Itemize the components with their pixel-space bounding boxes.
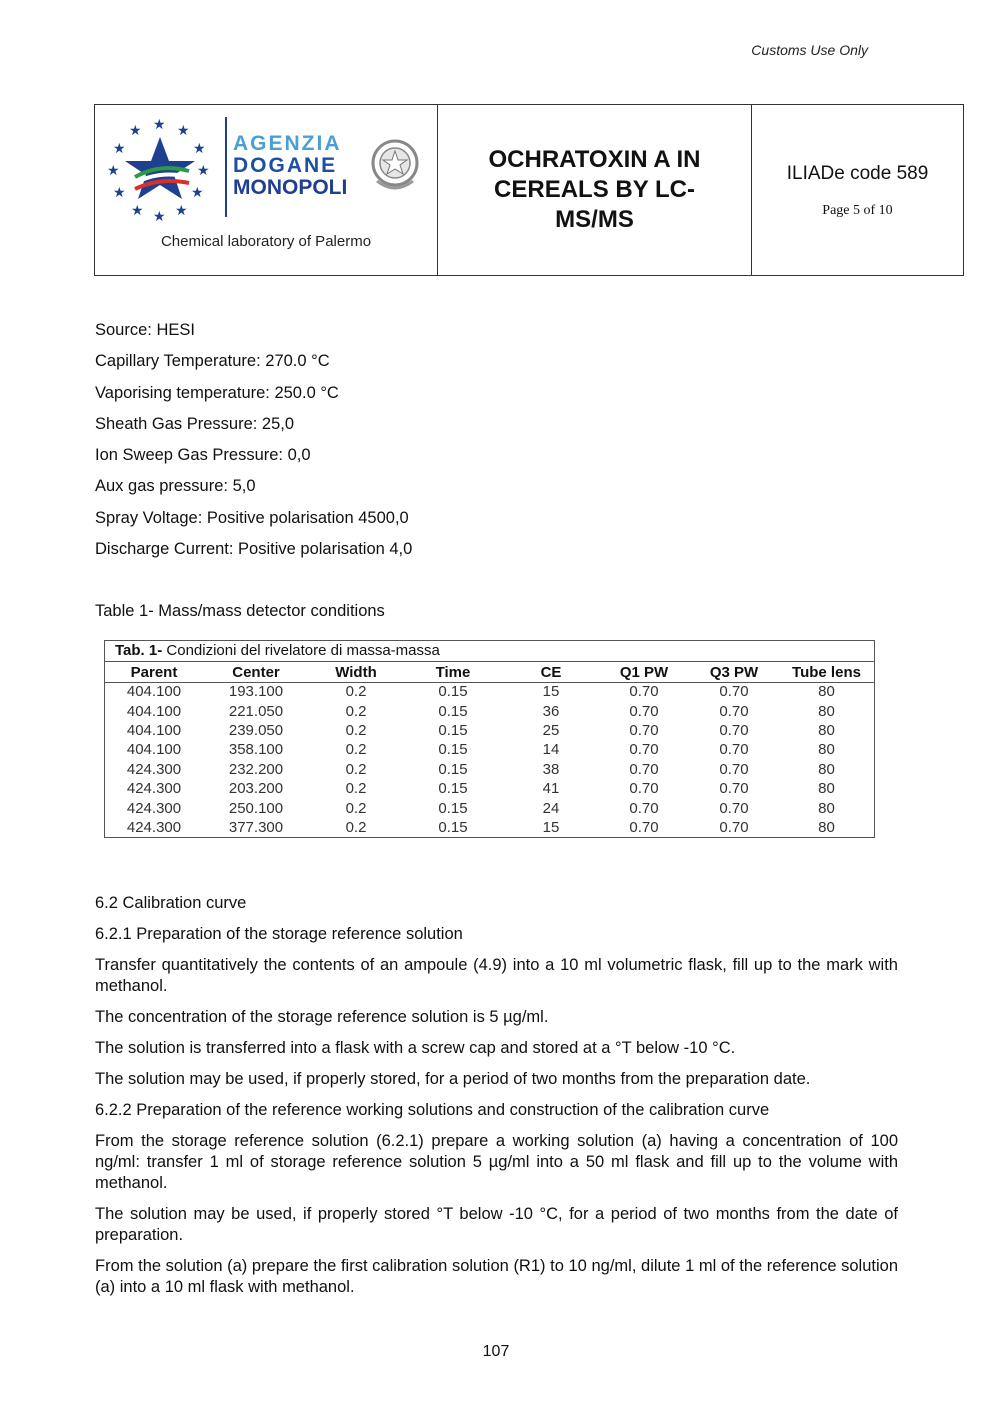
svg-text:★: ★ bbox=[129, 122, 142, 138]
svg-text:★: ★ bbox=[113, 140, 126, 156]
table-cell: 0.2 bbox=[345, 780, 367, 798]
paragraph: Transfer quantitatively the contents of an ampoule (4.9) into a 10 ml volumetric flask, fill up to the mark with methanol. bbox=[95, 956, 898, 995]
table-cell: 0.2 bbox=[345, 683, 367, 701]
param-line: Ion Sweep Gas Pressure: 0,0 bbox=[95, 446, 311, 465]
table-cell: 80 bbox=[818, 721, 835, 739]
table-cell: 0.70 bbox=[629, 741, 659, 759]
table-cell: 0.15 bbox=[438, 799, 468, 817]
table-cell: 0.70 bbox=[629, 799, 659, 817]
table-cell: 0.70 bbox=[719, 721, 749, 739]
subsection-heading: 6.2.1 Preparation of the storage reference solution bbox=[95, 925, 463, 943]
column-header: Center bbox=[232, 663, 280, 681]
table-cell: 0.2 bbox=[345, 741, 367, 759]
table-cell: 424.300 bbox=[126, 780, 182, 798]
table-cell: 0.70 bbox=[629, 721, 659, 739]
param-line: Vaporising temperature: 250.0 °C bbox=[95, 383, 339, 402]
column-header: Tube lens bbox=[792, 663, 861, 681]
eu-stars-logo-icon bbox=[105, 113, 215, 223]
paragraph: The solution may be used, if properly stored °T below -10 °C, for a period of two months from the date of preparation. bbox=[95, 1205, 898, 1244]
table-cell: 377.300 bbox=[228, 818, 284, 836]
table-cell: 404.100 bbox=[126, 741, 182, 759]
column-header: Time bbox=[435, 663, 471, 681]
table-cell: 193.100 bbox=[228, 683, 284, 701]
param-line: Aux gas pressure: 5,0 bbox=[95, 477, 256, 496]
table-cell: 80 bbox=[818, 741, 835, 759]
table-cell: 15 bbox=[542, 818, 560, 836]
table-cell: 358.100 bbox=[228, 741, 284, 759]
table-cell: 0.70 bbox=[719, 741, 749, 759]
table-row bbox=[105, 740, 874, 759]
svg-text:★: ★ bbox=[197, 162, 210, 178]
svg-text:★: ★ bbox=[153, 116, 166, 132]
table-cell: 0.15 bbox=[438, 702, 468, 720]
table-cell: 0.15 bbox=[438, 721, 468, 739]
table-cell: 80 bbox=[818, 818, 835, 836]
table-cell: 424.300 bbox=[126, 799, 182, 817]
table-cell: 404.100 bbox=[126, 702, 182, 720]
paragraph: The concentration of the storage reference solution is 5 µg/ml. bbox=[95, 1008, 549, 1026]
svg-text:★: ★ bbox=[191, 184, 204, 200]
subsection-heading: 6.2.2 Preparation of the reference working solutions and construction of the calibration curve bbox=[95, 1101, 770, 1119]
agency-line-1: AGENZIA bbox=[233, 132, 342, 155]
param-line: Source: HESI bbox=[95, 321, 195, 339]
table-cell: 0.70 bbox=[719, 799, 749, 817]
svg-text:★: ★ bbox=[131, 202, 144, 218]
calibration-section bbox=[95, 893, 898, 1308]
customs-use-only-note: Customs Use Only bbox=[751, 42, 868, 58]
paragraph: From the solution (a) prepare the first calibration solution (R1) to 10 ng/ml, dilute 1 ml of the reference solution (a) into a 10 ml flask with methanol. bbox=[95, 1257, 898, 1296]
table-cell: 0.70 bbox=[629, 683, 659, 701]
logo-cell bbox=[95, 105, 438, 275]
table-cell: 232.200 bbox=[228, 760, 284, 778]
table-cell: 0.70 bbox=[719, 760, 749, 778]
svg-text:★: ★ bbox=[107, 162, 120, 178]
logo-divider bbox=[225, 117, 227, 217]
title-cell bbox=[438, 105, 752, 275]
italian-republic-emblem-icon bbox=[367, 135, 423, 195]
table-cell: 0.2 bbox=[345, 818, 367, 836]
table-cell: 14 bbox=[542, 741, 560, 759]
table-cell: 38 bbox=[542, 760, 560, 778]
agency-line-2: DOGANE bbox=[233, 154, 338, 177]
document-title: OCHRATOXIN A IN CEREALS BY LC-MS/MS bbox=[488, 146, 701, 233]
instrument-parameters bbox=[95, 321, 412, 571]
document-header bbox=[94, 104, 964, 276]
page-number: 107 bbox=[482, 1343, 510, 1360]
table-cell: 0.15 bbox=[438, 741, 468, 759]
table-cell: 41 bbox=[542, 780, 560, 798]
table-title-rest: Condizioni del rivelatore di massa-massa bbox=[162, 642, 440, 659]
table-row bbox=[105, 760, 874, 779]
table-cell: 404.100 bbox=[126, 683, 182, 701]
agency-name bbox=[233, 133, 347, 199]
table-cell: 0.70 bbox=[629, 760, 659, 778]
agency-line-3: MONOPOLI bbox=[233, 176, 348, 199]
table-cell: 0.2 bbox=[345, 702, 367, 720]
paragraph: The solution is transferred into a flask with a screw cap and stored at a °T below -10 °C. bbox=[95, 1039, 736, 1057]
column-header: Q1 PW bbox=[619, 663, 669, 681]
table-cell: 80 bbox=[818, 683, 835, 701]
page-of: Page 5 of 10 bbox=[822, 203, 893, 218]
table-cell: 0.2 bbox=[345, 760, 367, 778]
section-heading: 6.2 Calibration curve bbox=[95, 894, 247, 912]
table-cell: 0.70 bbox=[719, 683, 749, 701]
table-cell: 239.050 bbox=[228, 721, 284, 739]
column-header: Width bbox=[335, 663, 377, 681]
table-cell: 0.70 bbox=[629, 818, 659, 836]
param-line: Sheath Gas Pressure: 25,0 bbox=[95, 414, 295, 433]
svg-text:★: ★ bbox=[177, 122, 190, 138]
param-line: Discharge Current: Positive polarisation 4,0 bbox=[95, 540, 413, 559]
table-body bbox=[105, 682, 874, 837]
table-cell: 0.15 bbox=[438, 683, 468, 701]
table-cell: 0.70 bbox=[719, 702, 749, 720]
table-title-bold: Tab. 1- bbox=[115, 642, 163, 659]
paragraph: From the storage reference solution (6.2.1) prepare a working solution (a) having a concentration of 100 ng/ml: transfer 1 ml of storage reference solution 5 µg/ml into a 50 ml flask and fill up to the volume with methanol. bbox=[95, 1132, 898, 1192]
table-cell: 424.300 bbox=[126, 760, 182, 778]
table-row bbox=[105, 682, 874, 701]
svg-text:★: ★ bbox=[193, 140, 206, 156]
table-cell: 15 bbox=[542, 683, 560, 701]
table-cell: 250.100 bbox=[228, 799, 284, 817]
param-line: Capillary Temperature: 270.0 °C bbox=[95, 352, 330, 371]
table-cell: 0.70 bbox=[719, 780, 749, 798]
table-cell: 0.2 bbox=[345, 721, 367, 739]
column-header: CE bbox=[540, 663, 562, 681]
table-caption: Table 1- Mass/mass detector conditions bbox=[95, 602, 385, 620]
table-cell: 0.15 bbox=[438, 780, 468, 798]
table-cell: 0.70 bbox=[629, 702, 659, 720]
table-cell: 36 bbox=[542, 702, 560, 720]
table-cell: 80 bbox=[818, 780, 835, 798]
lab-name: Chemical laboratory of Palermo bbox=[160, 233, 372, 250]
table-cell: 0.15 bbox=[438, 818, 468, 836]
table-cell: 24 bbox=[542, 799, 560, 817]
table-row bbox=[105, 798, 874, 817]
column-header: Parent bbox=[130, 663, 178, 681]
table-title bbox=[115, 642, 440, 659]
table-cell: 0.70 bbox=[719, 818, 749, 836]
table-cell: 0.2 bbox=[345, 799, 367, 817]
conditions-table bbox=[105, 662, 874, 837]
column-header: Q3 PW bbox=[709, 663, 759, 681]
table-cell: 80 bbox=[818, 760, 835, 778]
svg-text:★: ★ bbox=[153, 208, 166, 223]
table-row bbox=[105, 779, 874, 798]
code-cell bbox=[752, 105, 963, 275]
table-cell: 221.050 bbox=[228, 702, 284, 720]
iliade-code: ILIADe code 589 bbox=[786, 163, 929, 184]
table-cell: 404.100 bbox=[126, 721, 182, 739]
paragraph: The solution may be used, if properly stored, for a period of two months from the preparation date. bbox=[95, 1070, 811, 1088]
param-line: Spray Voltage: Positive polarisation 4500,0 bbox=[95, 508, 409, 527]
table-cell: 0.70 bbox=[629, 780, 659, 798]
table-cell: 25 bbox=[542, 721, 560, 739]
svg-text:★: ★ bbox=[113, 184, 126, 200]
table-cell: 424.300 bbox=[126, 818, 182, 836]
table-row bbox=[105, 701, 874, 720]
table-cell: 203.200 bbox=[228, 780, 284, 798]
table-cell: 80 bbox=[818, 702, 835, 720]
table-row bbox=[105, 721, 874, 740]
mass-detector-table bbox=[104, 640, 875, 838]
svg-text:★: ★ bbox=[175, 202, 188, 218]
table-header-row bbox=[105, 662, 874, 682]
table-cell: 0.15 bbox=[438, 760, 468, 778]
table-cell: 80 bbox=[818, 799, 835, 817]
table-row bbox=[105, 818, 874, 837]
